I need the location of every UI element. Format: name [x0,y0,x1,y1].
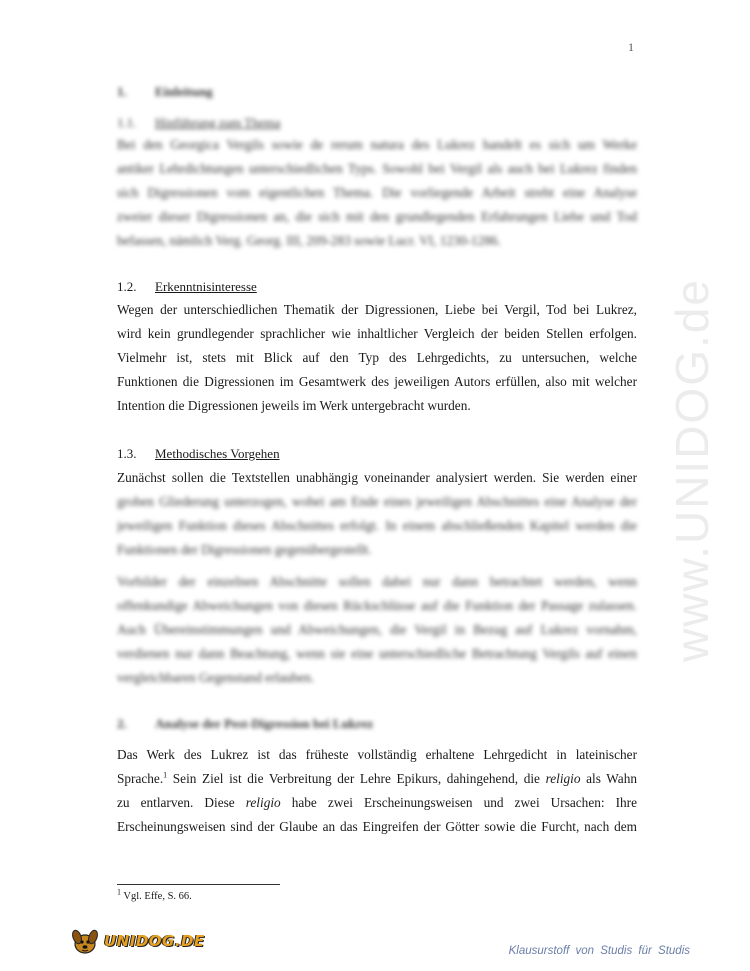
paragraph-line: Intention die Digressionen jeweils im Werk untergebracht wurden. [117,398,471,413]
watermark: www.UNIDOG.de [666,278,718,662]
text-run: habe zwei Erscheinungsweisen und zwei Ursachen: Ihre [280,795,637,810]
footnote-marker: 1 [117,887,121,897]
text-run: als Wahn [580,771,637,786]
section-number: 1. [117,84,127,99]
paragraph-line: sich Digressionen vom eigentlichen Thema. Die vorliegende Arbeit strebt eine Analyse [117,185,637,200]
paragraph-line [117,767,637,791]
paragraph-line: Erscheinungsweisen sind der Glaube an das Eingreifen der Götter sowie die Furcht, nach dem [117,819,637,834]
paragraph-line: wird kein grundlegender sprachlicher wie inhaltlicher Vergleich der beiden Stellen erfolgen. [117,326,637,341]
paragraph-line: Vorbilder der einzelnen Abschnitte sollen dabei nur dann betrachtet werden, wenn [117,574,637,589]
text-run: Sprache. [117,771,164,786]
text-run: zu entlarven. Diese [117,795,246,810]
paragraph-line: offenkundige Abweichungen von diesen Rückschlüsse auf die Funktion der Passage zulassen. [117,598,637,613]
subsection-title: Erkenntnisinteresse [155,279,257,294]
footnote-text: Vgl. Effe, S. 66. [121,891,192,902]
paragraph-line: Funktionen der Digressionen gegenübergestellt. [117,542,372,557]
paragraph-line: antiker Lehrdichtungen unterschiedlichen Typs. Sowohl bei Vergil als auch bei Lukrez finden [117,161,637,176]
paragraph-line [117,791,637,815]
paragraph-line: jeweiligen Funktion dieses Abschnittes erfolgt. In einem abschließenden Kapitel werden die [117,518,637,533]
page-number: 1 [628,40,634,54]
section-1-heading [117,84,213,100]
subsection-1-2-heading [117,279,257,295]
section-title: Analyse der Pest-Digression bei Lukrez [155,716,374,731]
subsection-number: 1.1. [117,115,137,130]
footer-tagline: Klausurstoff von Studis für Studis [508,945,690,957]
paragraph-line: Wegen der unterschiedlichen Thematik der Digressionen, Liebe bei Vergil, Tod bei Lukrez, [117,302,637,317]
unidog-logo[interactable] [70,926,205,956]
footnote [117,887,192,902]
paragraph-line: Bei den Georgica Vergils sowie de rerum natura des Lukrez handelt es sich um Werke [117,137,637,152]
subsection-1-3-paragraph [117,466,637,490]
paragraph-line: Das Werk des Lukrez ist das früheste vollständig erhaltene Lehrgedicht in lateinischer [117,747,637,762]
logo-text: UNIDOG.DE [104,932,205,950]
subsection-1-3-heading [117,446,280,462]
paragraph-line: zweier dieser Digressionen an, die sich mit den grundlegenden Erfahrungen Liebe und Tod [117,209,637,224]
paragraph-line: Zunächst sollen die Textstellen unabhängig voneinander analysiert werden. Sie werden einer [117,470,637,485]
subsection-1-2-paragraph [117,298,637,418]
subsection-number: 1.3. [117,446,137,461]
emphasis: religio [545,771,581,786]
section-2-paragraph [117,743,637,839]
paragraph-line: vergleichbaren Gegenstand erlauben. [117,670,315,685]
footnote-separator [117,884,280,885]
subsection-1-3-blurred-paragraph-2 [117,570,637,690]
subsection-1-1-heading [117,115,280,131]
paragraph-line: Funktionen die Digressionen im Gesamtwerk des jeweiligen Autors erfüllen, also mit welcher [117,374,637,389]
footnote-reference: 1 [163,770,168,780]
section-title: Einleitung [155,84,213,99]
paragraph-line: groben Gliederung unterzogen, wobei am Ende eines jeweiligen Abschnittes eine Analyse der [117,494,637,509]
subsection-number: 1.2. [117,279,137,294]
emphasis: religio [245,795,281,810]
subsection-title: Methodisches Vorgehen [155,446,280,461]
paragraph-line: Auch Übereinstimmungen und Abweichungen, die Vergil in Bezug auf Lukrez vornahm, [117,622,637,637]
paragraph-line: Vielmehr ist, stets mit Blick auf den Typ des Lehrgedichts, zu untersuchen, welche [117,350,637,365]
text-run: Sein Ziel ist die Verbreitung der Lehre Epikurs, dahingehend, die [167,771,546,786]
subsection-1-3-blurred-paragraph [117,490,637,562]
paragraph-line: befassen, nämlich Verg. Georg. III, 209-283 sowie Lucr. VI, 1230-1286. [117,233,501,248]
section-number: 2. [117,716,127,731]
subsection-1-1-paragraph [117,133,637,253]
subsection-title: Hinführung zum Thema [155,115,281,130]
dog-icon [70,926,100,956]
section-2-heading [117,716,373,732]
paragraph-line: verdienen nur dann Beachtung, wenn sie eine unterschiedliche Betrachtung Vergils auf einen [117,646,637,661]
